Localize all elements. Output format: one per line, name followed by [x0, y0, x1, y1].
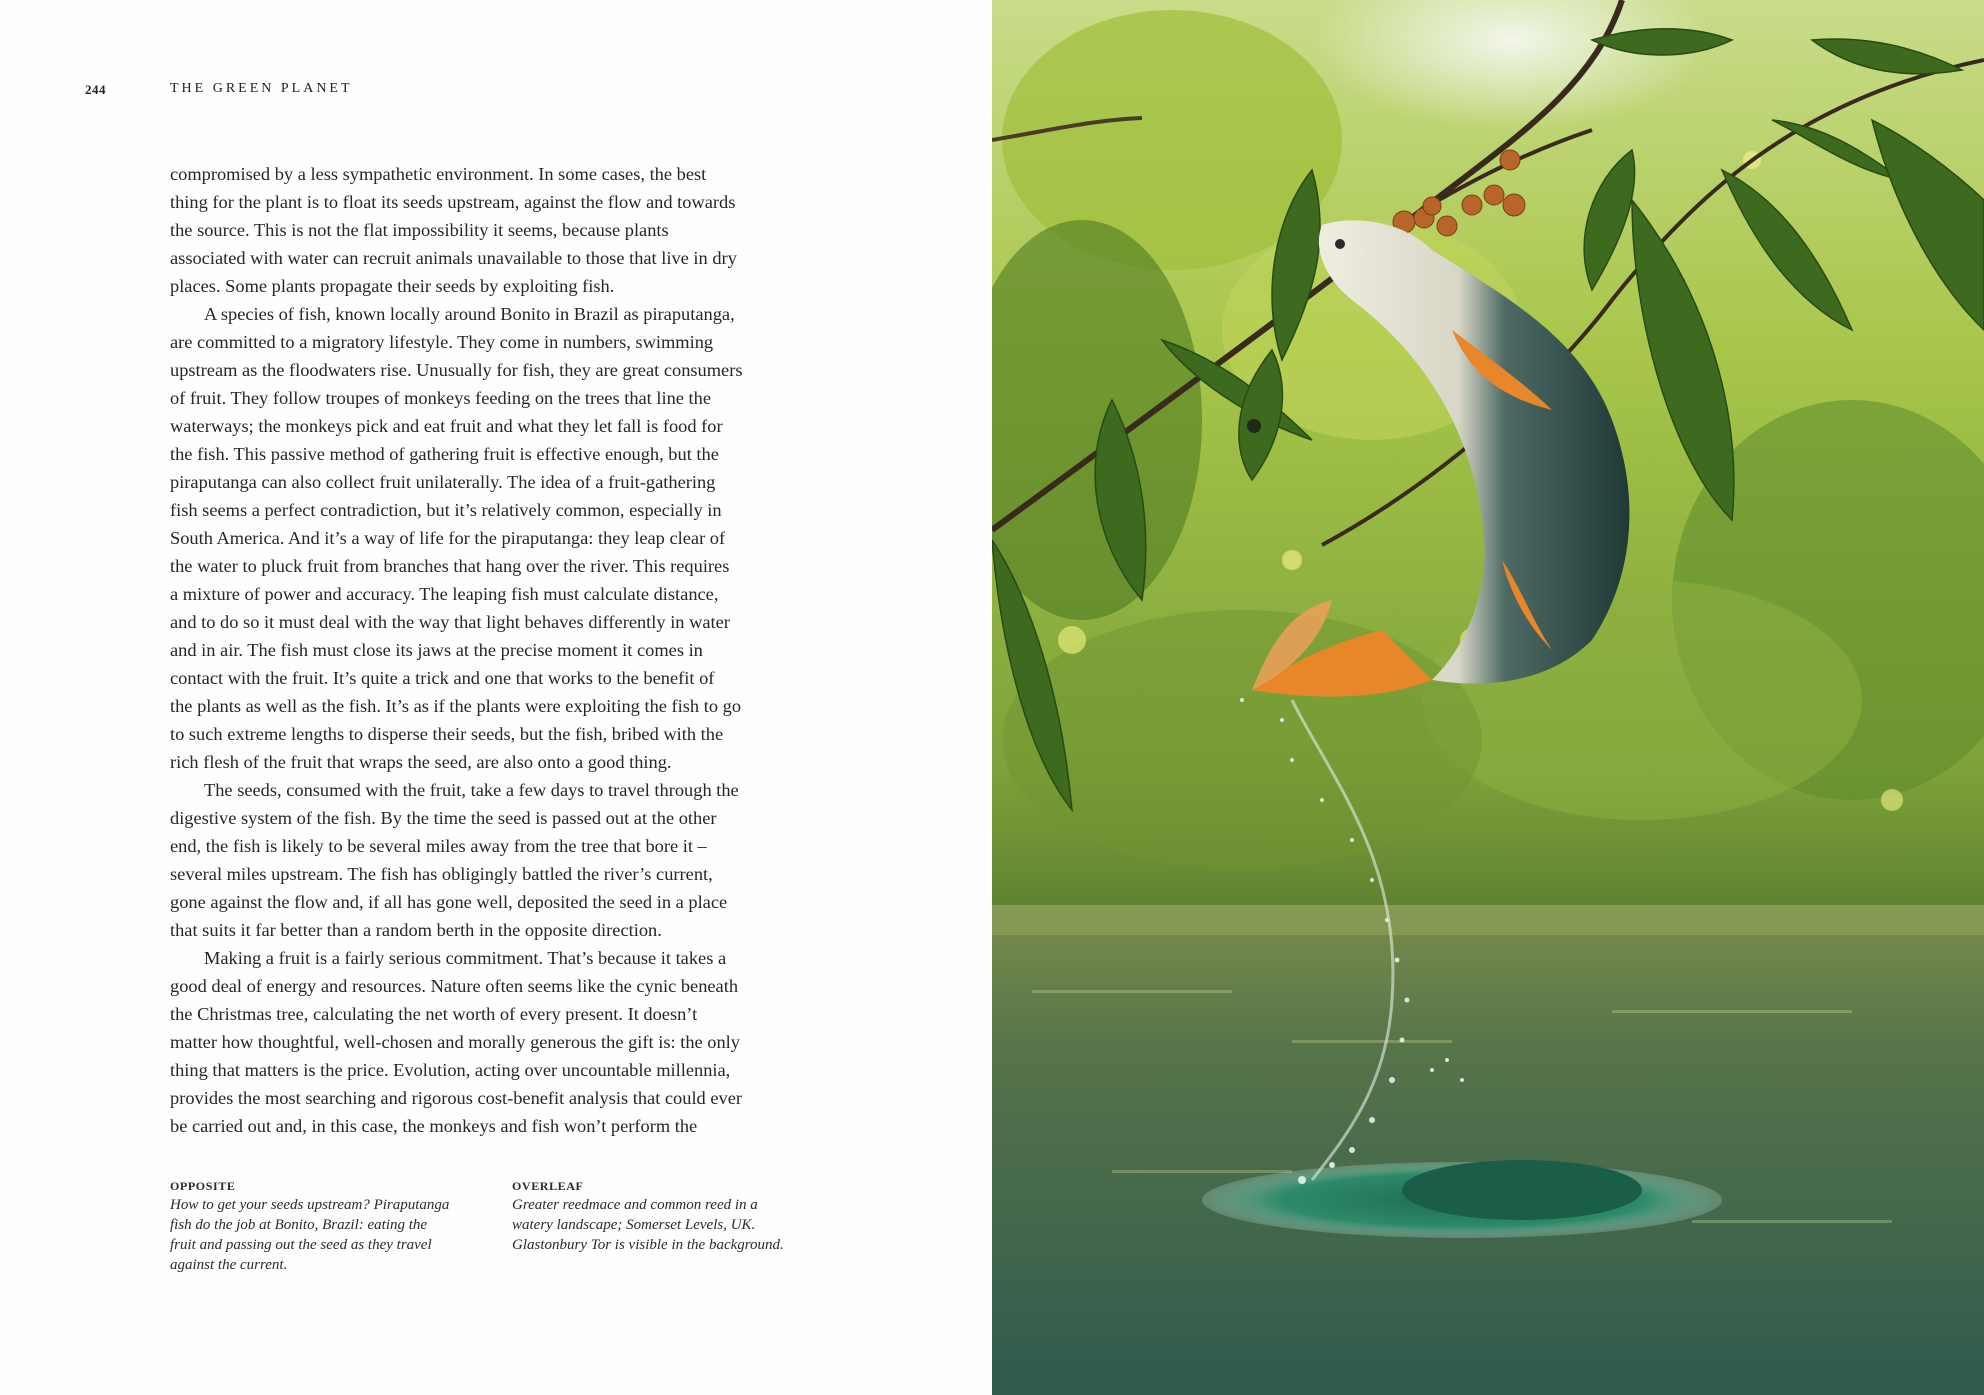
body-line: the fish. This passive method of gathering fruit is effective enough, but the — [170, 444, 719, 464]
body-line: the plants as well as the fish. It’s as if the plants were exploiting the fish to go — [170, 696, 742, 716]
body-line: provides the most searching and rigorous cost-benefit analysis that could ever — [170, 1088, 742, 1108]
body-line: and to do so it must deal with the way that light behaves differently in water — [170, 612, 730, 632]
body-line: compromised by a less sympathetic environment. In some cases, the best — [170, 164, 707, 184]
body-line: matter how thoughtful, well-chosen and morally generous the gift is: the only — [170, 1032, 740, 1052]
body-line: piraputanga can also collect fruit unilaterally. The idea of a fruit-gathering — [170, 472, 716, 492]
body-line: to such extreme lengths to disperse their seeds, but the fish, bribed with the — [170, 724, 724, 744]
caption-label: OPPOSITE — [170, 1179, 236, 1193]
body-line: thing for the plant is to float its seeds upstream, against the flow and towards — [170, 192, 736, 212]
caption-line: against the current. — [170, 1257, 288, 1273]
photo-piraputanga-leaping — [992, 0, 1984, 1395]
body-line: and in air. The fish must close its jaws at the precise moment it comes in — [170, 640, 703, 660]
body-line: are committed to a migratory lifestyle. They come in numbers, swimming — [170, 332, 714, 352]
body-line: upstream as the floodwaters rise. Unusually for fish, they are great consumers — [170, 360, 743, 380]
body-line: the Christmas tree, calculating the net worth of every present. It doesn’t — [170, 1004, 698, 1024]
body-line: of fruit. They follow troupes of monkeys feeding on the trees that line the — [170, 388, 712, 408]
caption-line: fruit and passing out the seed as they travel — [170, 1237, 432, 1253]
body-line: be carried out and, in this case, the monkeys and fish won’t perform the — [170, 1116, 698, 1136]
body-line: several miles upstream. The fish has obligingly battled the river’s current, — [170, 864, 713, 884]
body-line: South America. And it’s a way of life for the piraputanga: they leap clear of — [170, 528, 726, 548]
body-line: waterways; the monkeys pick and eat fruit and what they let fall is food for — [170, 416, 723, 436]
caption-label: OVERLEAF — [512, 1179, 584, 1193]
caption-overleaf — [512, 1178, 822, 1255]
caption-line: fish do the job at Bonito, Brazil: eating the — [170, 1217, 428, 1233]
running-head: THE GREEN PLANET — [170, 81, 353, 96]
body-text — [170, 160, 830, 1140]
body-line: Making a fruit is a fairly serious commitment. That’s because it takes a — [204, 948, 727, 968]
body-line: contact with the fruit. It’s quite a trick and one that works to the benefit of — [170, 668, 715, 688]
body-line: that suits it far better than a random berth in the opposite direction. — [170, 920, 662, 940]
body-line: fish seems a perfect contradiction, but it’s relatively common, especially in — [170, 500, 722, 520]
body-line: a mixture of power and accuracy. The leaping fish must calculate distance, — [170, 584, 719, 604]
caption-line: Greater reedmace and common reed in a — [512, 1197, 758, 1213]
page-number: 244 — [85, 82, 106, 97]
body-line: good deal of energy and resources. Nature often seems like the cynic beneath — [170, 976, 739, 996]
caption-opposite — [170, 1178, 480, 1275]
caption-line: How to get your seeds upstream? Piraputanga — [170, 1197, 450, 1213]
photo-illustration — [992, 0, 1984, 1395]
body-line: digestive system of the fish. By the time the seed is passed out at the other — [170, 808, 717, 828]
body-line: associated with water can recruit animals unavailable to those that live in dry — [170, 248, 737, 268]
body-line: The seeds, consumed with the fruit, take a few days to travel through the — [204, 780, 739, 800]
body-line: gone against the flow and, if all has gone well, deposited the seed in a place — [170, 892, 728, 912]
body-line: the water to pluck fruit from branches that hang over the river. This requires — [170, 556, 730, 576]
body-line: end, the fish is likely to be several miles away from the tree that bore it – — [170, 836, 707, 856]
caption-line: watery landscape; Somerset Levels, UK. — [512, 1217, 756, 1233]
body-line: places. Some plants propagate their seeds by exploiting fish. — [170, 276, 615, 296]
body-line: A species of fish, known locally around Bonito in Brazil as piraputanga, — [204, 304, 735, 324]
body-line: rich flesh of the fruit that wraps the seed, are also onto a good thing. — [170, 752, 672, 772]
body-line: thing that matters is the price. Evolution, acting over uncountable millennia, — [170, 1060, 731, 1080]
body-line: the source. This is not the flat impossibility it seems, because plants — [170, 220, 669, 240]
caption-line: Glastonbury Tor is visible in the background. — [512, 1237, 784, 1253]
